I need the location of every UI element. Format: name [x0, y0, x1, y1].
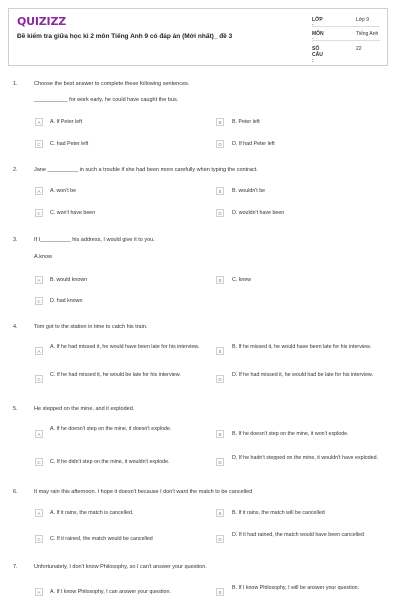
question-number: 6.: [13, 489, 18, 495]
option-letter[interactable]: C: [35, 535, 43, 543]
option-letter[interactable]: C: [35, 140, 43, 148]
option-text[interactable]: A. If Peter left: [50, 119, 83, 125]
option-letter[interactable]: A: [35, 509, 43, 517]
option-letter[interactable]: B: [216, 347, 224, 355]
option-letter[interactable]: D: [216, 458, 224, 466]
question-stem: A.know: [34, 254, 53, 260]
option-letter[interactable]: C: [35, 209, 43, 217]
document-title: Đề kiểm tra giữa học kì 2 môn Tiếng Anh 9 có đáp án (Mới nhất)_ đề 3: [17, 33, 233, 40]
question-number: 4.: [13, 324, 18, 330]
option-text[interactable]: A. won't be: [50, 188, 77, 194]
option-text[interactable]: A. If it rains, the match is cancelled.: [50, 510, 134, 516]
option-text[interactable]: D. If had Peter left: [232, 141, 275, 147]
option-letter[interactable]: A: [35, 118, 43, 126]
question-prompt: If I__________ his address, I would give it to you.: [34, 237, 155, 243]
question-number: 5.: [13, 406, 18, 412]
quizizz-logo: QUIZIZZ: [17, 15, 66, 28]
meta-divider: [312, 26, 380, 27]
question-number: 2.: [13, 167, 18, 173]
option-letter[interactable]: A: [35, 347, 43, 355]
question-prompt: Choose the best answer to complete these following sentences.: [34, 81, 190, 87]
document-header: [8, 8, 388, 66]
option-text[interactable]: D. If it had rained, the match would have been cancelled: [232, 532, 364, 538]
option-letter[interactable]: A: [35, 187, 43, 195]
option-text[interactable]: C. If it rained, the match would be cancelled: [50, 536, 153, 542]
option-letter[interactable]: C: [35, 375, 43, 383]
option-letter[interactable]: D: [216, 140, 224, 148]
option-text[interactable]: C. won't have been: [50, 210, 96, 216]
option-letter[interactable]: D: [216, 209, 224, 217]
option-text[interactable]: A. If he doesn't step on the mine, it doesn't explode.: [50, 426, 172, 432]
meta-subject-key: MÔN :: [312, 31, 324, 43]
option-text[interactable]: B. If he missed it, he would have been late for his interview.: [232, 344, 371, 350]
option-letter[interactable]: A: [35, 276, 43, 284]
option-text[interactable]: B. If I know Philosophy, I will be answer your question.: [232, 585, 360, 591]
option-letter[interactable]: D: [216, 535, 224, 543]
option-text[interactable]: D. If he had missed it, he would had be late for his interview.: [232, 372, 374, 378]
meta-count-key: SỐ CÂU :: [312, 46, 323, 64]
option-text[interactable]: D. had known: [50, 298, 83, 304]
option-text[interactable]: D. wouldn't have been: [232, 210, 285, 216]
option-text[interactable]: B. If it rains, the match will be cancelled: [232, 510, 325, 516]
option-text[interactable]: D. If he hadn't stepped on the mine, it wouldn't have exploded.: [232, 455, 379, 461]
meta-subject-value: Tiếng Anh: [356, 31, 379, 37]
option-text[interactable]: B. If he doesn't step on the mine, it won't explode.: [232, 431, 349, 437]
question-prompt: Unfortunately, I don't know Philosophy, so I can't answer your question.: [34, 564, 207, 570]
option-letter[interactable]: B: [216, 118, 224, 126]
option-text[interactable]: A. If I know Philosophy, I can answer your question.: [50, 589, 171, 595]
option-letter[interactable]: A: [35, 430, 43, 438]
question-prompt: Tom got to the station in time to catch his train.: [34, 324, 148, 330]
option-letter[interactable]: B: [216, 430, 224, 438]
option-letter[interactable]: B: [216, 187, 224, 195]
meta-divider: [312, 40, 380, 41]
option-letter[interactable]: B: [216, 588, 224, 596]
option-letter[interactable]: C: [35, 458, 43, 466]
option-letter[interactable]: A: [35, 588, 43, 596]
option-text[interactable]: B. would known: [50, 277, 88, 283]
option-text[interactable]: C. had Peter left: [50, 141, 89, 147]
option-text[interactable]: C. knew: [232, 277, 252, 283]
question-number: 3.: [13, 237, 18, 243]
option-letter[interactable]: C: [35, 297, 43, 305]
option-text[interactable]: C. If he didn't step on the mine, it wouldn't explode.: [50, 459, 170, 465]
question-stem: ___________ for work early, he could have caught the bus.: [34, 97, 179, 103]
question-prompt: Jane __________ in such a trouble if she had been more carefully when typing the contract.: [34, 167, 258, 173]
option-text[interactable]: B. Peter left: [232, 119, 260, 125]
option-text[interactable]: C. If he had missed it, he would be late for his interview.: [50, 372, 181, 378]
meta-class-key: LỚP :: [312, 17, 323, 29]
option-letter[interactable]: B: [216, 276, 224, 284]
option-text[interactable]: A. If he had missed it, he would have been late for his interview.: [50, 344, 200, 350]
question-number: 1.: [13, 81, 18, 87]
option-letter[interactable]: D: [216, 375, 224, 383]
question-prompt: He stepped on the mine, and it exploded.: [34, 406, 135, 412]
meta-count-value: 22: [356, 46, 362, 52]
option-text[interactable]: B. wouldn't be: [232, 188, 266, 194]
question-prompt: It may rain this afternoon. I hope it doesn't because I don't want the match to be cancelled: [34, 489, 253, 495]
option-letter[interactable]: B: [216, 509, 224, 517]
question-number: 7.: [13, 564, 18, 570]
meta-class-value: Lớp 9: [356, 17, 370, 23]
